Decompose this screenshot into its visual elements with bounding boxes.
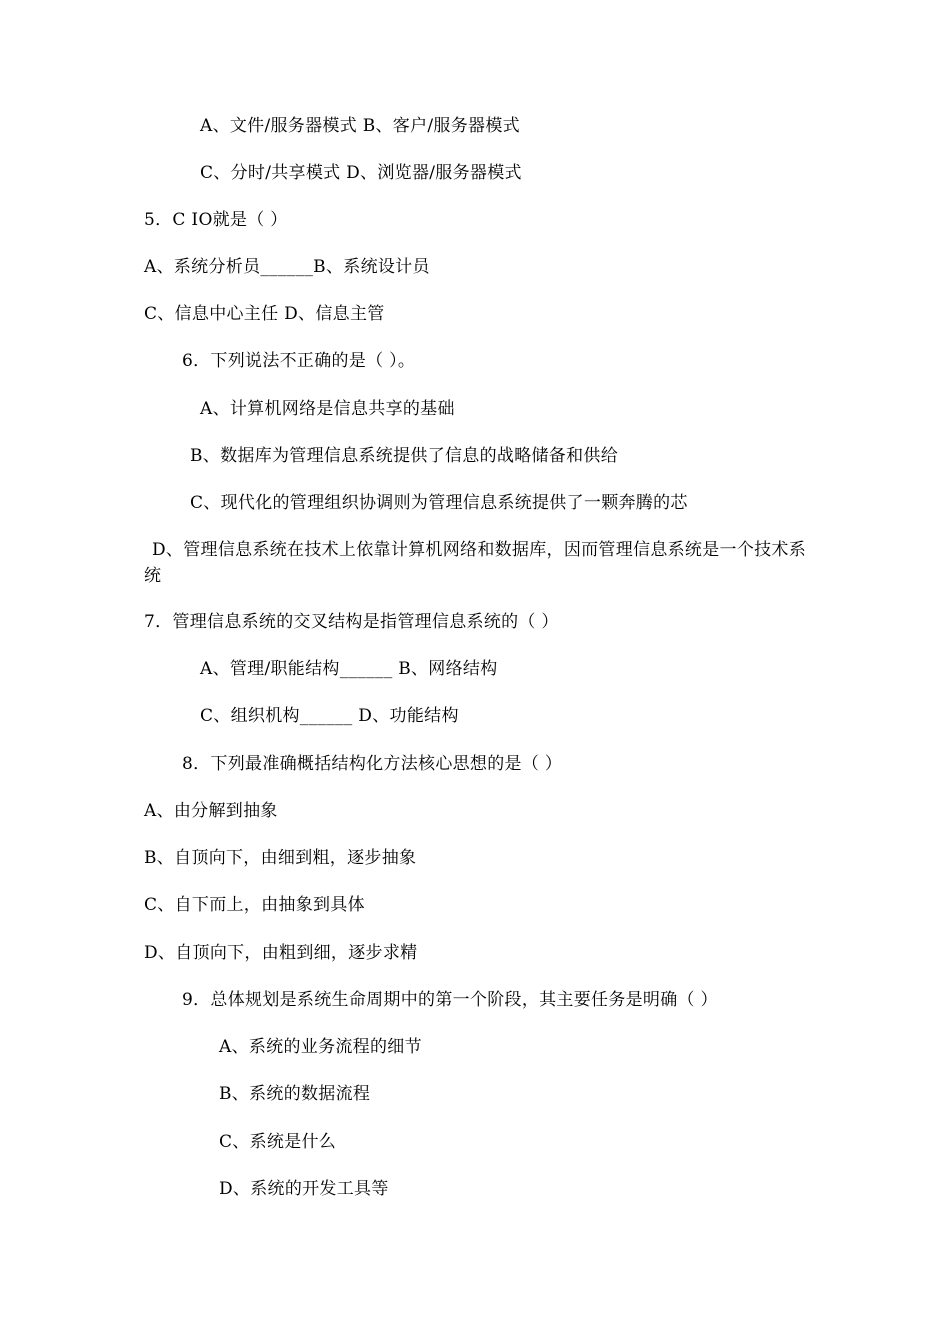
q9-option-a: A、系统的业务流程的细节 bbox=[219, 1037, 422, 1057]
q6-option-b: B、数据库为管理信息系统提供了信息的战略储备和供给 bbox=[190, 446, 618, 466]
q5-question: 5．C IO就是（ ） bbox=[144, 210, 288, 230]
q9-option-d: D、系统的开发工具等 bbox=[219, 1179, 389, 1199]
q7-question: 7．管理信息系统的交叉结构是指管理信息系统的（ ） bbox=[144, 612, 559, 632]
q6-option-d: D、管理信息系统在技术上依靠计算机网络和数据库，因而管理信息系统是一个技术系统 bbox=[144, 540, 807, 586]
q9-option-c: C、系统是什么 bbox=[219, 1132, 337, 1152]
q4-options-ab: A、文件/服务器模式 B、客户/服务器模式 bbox=[200, 116, 520, 136]
q8-option-b: B、自顶向下，由细到粗，逐步抽象 bbox=[144, 848, 417, 868]
q5-options-cd: C、信息中心主任 D、信息主管 bbox=[144, 304, 385, 324]
q8-option-c: C、自下而上，由抽象到具体 bbox=[144, 895, 365, 915]
q5-options-ab: A、系统分析员______B、系统设计员 bbox=[144, 257, 430, 277]
q7-options-cd: C、组织机构______ D、功能结构 bbox=[200, 706, 459, 726]
q8-option-a: A、由分解到抽象 bbox=[144, 801, 278, 821]
q6-option-c: C、现代化的管理组织协调则为管理信息系统提供了一颗奔腾的芯 bbox=[190, 493, 688, 513]
q8-option-d: D、自顶向下，由粗到细，逐步求精 bbox=[144, 943, 418, 963]
q9-option-b: B、系统的数据流程 bbox=[219, 1084, 371, 1104]
q6-question: 6．下列说法不正确的是（ ）。 bbox=[182, 351, 416, 371]
q9-question: 9．总体规划是系统生命周期中的第一个阶段，其主要任务是明确（ ） bbox=[182, 990, 718, 1010]
q4-options-cd: C、分时/共享模式 D、浏览器/服务器模式 bbox=[200, 163, 522, 183]
q8-question: 8．下列最准确概括结构化方法核心思想的是（ ） bbox=[182, 754, 563, 774]
q6-option-a: A、计算机网络是信息共享的基础 bbox=[200, 399, 455, 419]
q7-options-ab: A、管理/职能结构______ B、网络结构 bbox=[200, 659, 498, 679]
